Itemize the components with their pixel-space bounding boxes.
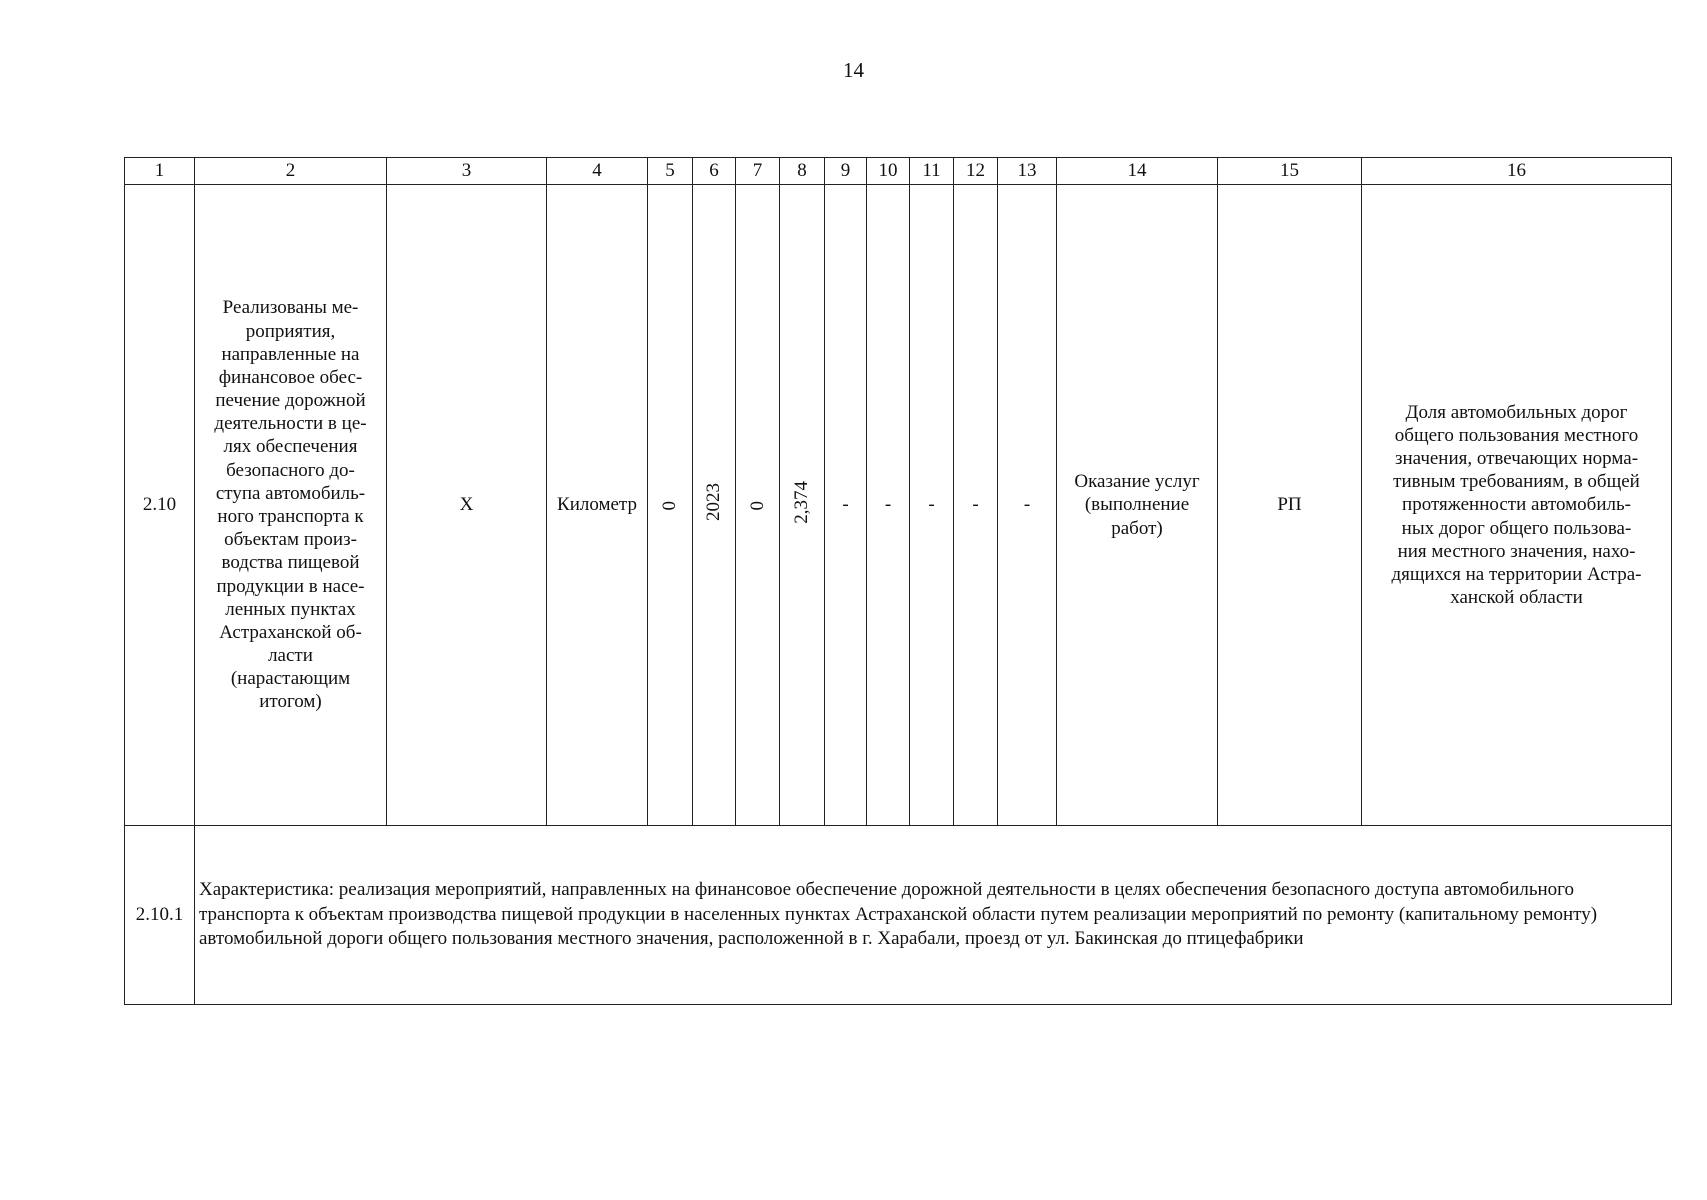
unit-cell: Километр	[547, 185, 648, 826]
cell-col-11: -	[910, 185, 954, 826]
cell-col-16: Доля автомобильных дорог общего пользования местного значения, отвечающих норма- тивным требованиям, в общей протяженности автомобиль- ных дорог общего пользова- ния местного значения, нахо- дящихся на территории Астра- ханской области	[1362, 185, 1672, 826]
indicator-name: Реализованы ме- роприятия, направленные на финансовое обес- печение дорожной деятельности в це- лях обеспечения безопасного до- ступа автомобиль- ного транспорта к объектам произ- водства пищевой продукции в насе- ленных пунктах Астраханской об- ласти (нарастающим итогом)	[195, 185, 387, 826]
header-cell-13: 13	[998, 158, 1057, 185]
cell-col-8	[780, 185, 825, 826]
page-number: 14	[843, 58, 864, 82]
table-row	[125, 826, 1672, 1005]
row-number: 2.10	[125, 185, 195, 826]
header-cell-4: 4	[547, 158, 648, 185]
row-number: 2.10.1	[125, 826, 195, 1005]
cell-col-14: Оказание услуг (выполнение работ)	[1057, 185, 1218, 826]
cell-col-9: -	[825, 185, 867, 826]
header-cell-9: 9	[825, 158, 867, 185]
header-cell-1: 1	[125, 158, 195, 185]
cell-col-8-value: 2,374	[791, 480, 813, 524]
header-cell-2: 2	[195, 158, 387, 185]
cell-col-10: -	[867, 185, 910, 826]
cell-col-5-value: 0	[659, 500, 681, 511]
cell-col-6-value: 2023	[703, 482, 725, 521]
header-cell-14: 14	[1057, 158, 1218, 185]
cell-col-12: -	[954, 185, 998, 826]
header-cell-16: 16	[1362, 158, 1672, 185]
target-indicators-table	[124, 157, 1672, 1005]
table-row	[125, 185, 1672, 826]
cell-col-6	[693, 185, 736, 826]
header-cell-10: 10	[867, 158, 910, 185]
cell-col-7-value: 0	[746, 500, 768, 511]
header-cell-8: 8	[780, 158, 825, 185]
cell-col-13: -	[998, 185, 1057, 826]
cell-col-5	[648, 185, 693, 826]
header-cell-11: 11	[910, 158, 954, 185]
header-cell-5: 5	[648, 158, 693, 185]
characteristic-text: Характеристика: реализация мероприятий, направленных на финансовое обеспечение дорожной деятельности в целях обеспечения безопасного доступа автомобильного транспорта к объектам производства пищевой продукции в населенных пунктах Астраханской области путем реализации мероприятий по ремонту (капитальному ремонту) автомобильной дороги общего пользования местного значения, расположенной в г. Харабали, проезд от ул. Бакинская до птицефабрики	[195, 826, 1672, 1005]
cell-col-15: РП	[1218, 185, 1362, 826]
header-cell-6: 6	[693, 158, 736, 185]
header-cell-7: 7	[736, 158, 780, 185]
cell-col-3: X	[387, 185, 547, 826]
header-cell-12: 12	[954, 158, 998, 185]
header-row	[125, 158, 1672, 185]
cell-col-7	[736, 185, 780, 826]
header-cell-15: 15	[1218, 158, 1362, 185]
header-cell-3: 3	[387, 158, 547, 185]
